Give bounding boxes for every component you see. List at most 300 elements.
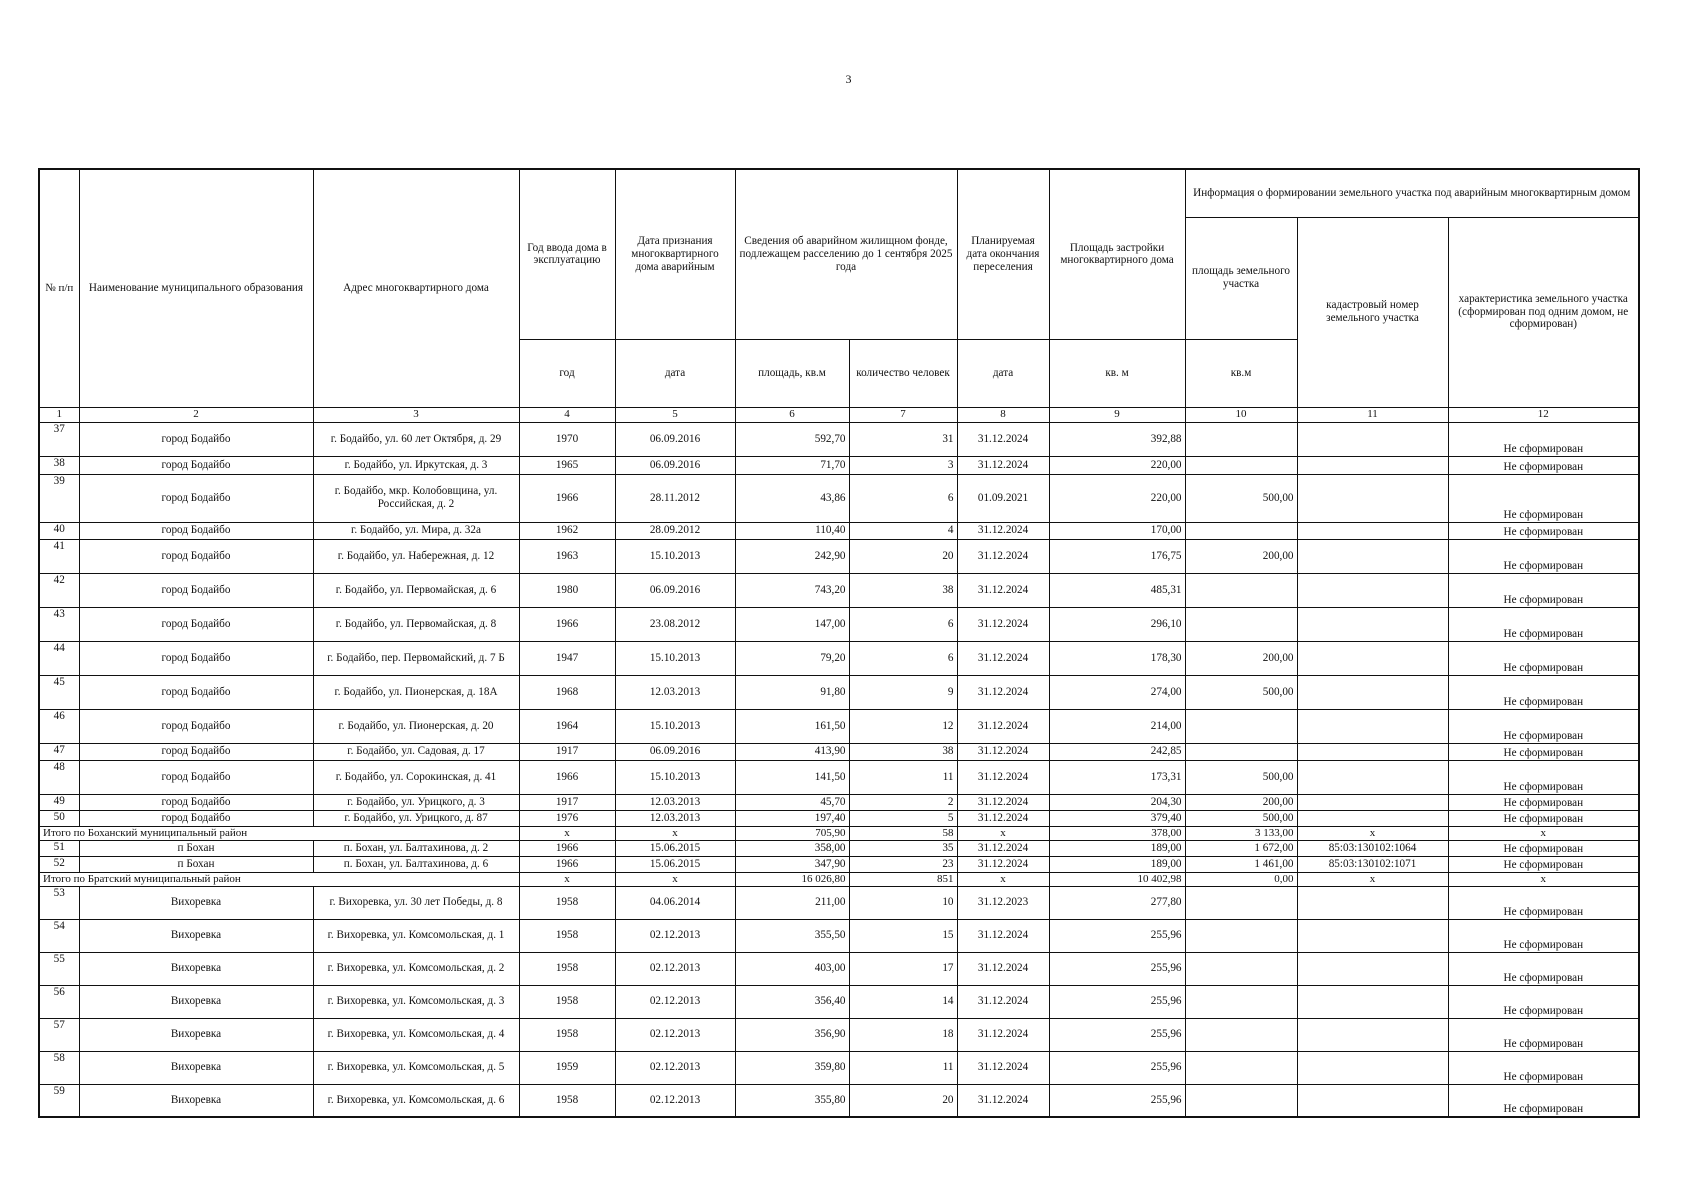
cadastral-cell: [1297, 573, 1448, 607]
land-area-cell: 500,00: [1185, 675, 1297, 709]
land-area-cell: [1185, 1051, 1297, 1084]
land-area-cell: 0,00: [1185, 872, 1297, 886]
cadastral-cell: [1297, 607, 1448, 641]
table-row: [39, 1084, 1639, 1117]
year-cell: 1962: [519, 522, 615, 539]
address-cell: г. Бодайбо, мкр. Колобовщина, ул. Российская, д. 2: [313, 474, 519, 522]
year-cell: 1980: [519, 573, 615, 607]
table-row: [39, 456, 1639, 474]
address-cell: г. Бодайбо, ул. Пионерская, д. 20: [313, 709, 519, 743]
building-area-cell: 220,00: [1049, 456, 1185, 474]
municipality-cell: город Бодайбо: [79, 675, 313, 709]
cadastral-cell: [1297, 1018, 1448, 1051]
total-row: [39, 872, 1639, 886]
cadastral-cell: 85:03:130102:1071: [1297, 856, 1448, 872]
col-number: 5: [615, 407, 735, 422]
row-number: 48: [39, 760, 79, 794]
year-cell: 1917: [519, 794, 615, 810]
land-char-cell: Не сформирован: [1448, 743, 1639, 760]
land-char-cell: х: [1448, 872, 1639, 886]
people-cell: 851: [849, 872, 957, 886]
date-cell: 28.11.2012: [615, 474, 735, 522]
planned-date-cell: 31.12.2024: [957, 641, 1049, 675]
planned-date-cell: 31.12.2024: [957, 919, 1049, 952]
table-row: [39, 810, 1639, 826]
land-char-cell: Не сформирован: [1448, 522, 1639, 539]
building-area-cell: 255,96: [1049, 1084, 1185, 1117]
address-cell: п. Бохан, ул. Балтахинова, д. 2: [313, 840, 519, 856]
col-number: 3: [313, 407, 519, 422]
table-row: [39, 794, 1639, 810]
land-area-cell: [1185, 1018, 1297, 1051]
row-number: 57: [39, 1018, 79, 1051]
year-cell: 1958: [519, 1018, 615, 1051]
land-area-cell: [1185, 573, 1297, 607]
land-char-cell: Не сформирован: [1448, 952, 1639, 985]
planned-date-cell: 31.12.2024: [957, 1051, 1049, 1084]
year-cell: 1958: [519, 1084, 615, 1117]
row-number: 46: [39, 709, 79, 743]
area-cell: 141,50: [735, 760, 849, 794]
date-cell: 06.09.2016: [615, 456, 735, 474]
area-cell: 147,00: [735, 607, 849, 641]
municipality-cell: город Бодайбо: [79, 456, 313, 474]
municipality-cell: Вихоревка: [79, 985, 313, 1018]
people-cell: 3: [849, 456, 957, 474]
cadastral-cell: [1297, 474, 1448, 522]
col-number: 4: [519, 407, 615, 422]
address-cell: г. Бодайбо, ул. Сорокинская, д. 41: [313, 760, 519, 794]
header-planned-date: Планируемая дата окончания переселения: [957, 169, 1049, 339]
municipality-cell: город Бодайбо: [79, 539, 313, 573]
date-cell: 02.12.2013: [615, 1018, 735, 1051]
building-area-cell: 242,85: [1049, 743, 1185, 760]
col-number: 7: [849, 407, 957, 422]
row-number: 59: [39, 1084, 79, 1117]
cadastral-cell: [1297, 1084, 1448, 1117]
area-cell: 197,40: [735, 810, 849, 826]
address-cell: г. Вихоревка, ул. Комсомольская, д. 1: [313, 919, 519, 952]
year-cell: 1917: [519, 743, 615, 760]
people-cell: 38: [849, 743, 957, 760]
cadastral-cell: [1297, 675, 1448, 709]
land-char-cell: Не сформирован: [1448, 760, 1639, 794]
cadastral-cell: [1297, 456, 1448, 474]
land-char-cell: Не сформирован: [1448, 856, 1639, 872]
total-label: Итого по Братский муниципальный район: [39, 872, 519, 886]
people-cell: 11: [849, 1051, 957, 1084]
people-cell: 58: [849, 826, 957, 840]
land-area-cell: [1185, 456, 1297, 474]
land-area-cell: [1185, 886, 1297, 919]
cadastral-cell: [1297, 760, 1448, 794]
date-cell: 02.12.2013: [615, 952, 735, 985]
table-row: [39, 675, 1639, 709]
address-cell: г. Бодайбо, ул. Иркутская, д. 3: [313, 456, 519, 474]
building-area-cell: 392,88: [1049, 422, 1185, 456]
building-area-cell: 176,75: [1049, 539, 1185, 573]
address-cell: г. Бодайбо, ул. Садовая, д. 17: [313, 743, 519, 760]
municipality-cell: город Бодайбо: [79, 760, 313, 794]
land-area-cell: [1185, 522, 1297, 539]
cadastral-cell: [1297, 522, 1448, 539]
planned-date-cell: 31.12.2024: [957, 760, 1049, 794]
land-area-cell: 200,00: [1185, 539, 1297, 573]
planned-date-cell: 31.12.2024: [957, 573, 1049, 607]
cadastral-cell: х: [1297, 872, 1448, 886]
date-cell: 15.06.2015: [615, 840, 735, 856]
table-row: [39, 474, 1639, 522]
cadastral-cell: [1297, 422, 1448, 456]
land-area-cell: [1185, 985, 1297, 1018]
municipality-cell: город Бодайбо: [79, 641, 313, 675]
col-number: 12: [1448, 407, 1639, 422]
table-row: [39, 709, 1639, 743]
land-char-cell: Не сформирован: [1448, 840, 1639, 856]
area-cell: 347,90: [735, 856, 849, 872]
address-cell: г. Бодайбо, ул. Набережная, д. 12: [313, 539, 519, 573]
row-number: 49: [39, 794, 79, 810]
area-cell: 705,90: [735, 826, 849, 840]
people-cell: 35: [849, 840, 957, 856]
people-cell: 6: [849, 474, 957, 522]
area-cell: 16 026,80: [735, 872, 849, 886]
table-row: [39, 952, 1639, 985]
people-cell: 18: [849, 1018, 957, 1051]
land-area-cell: 500,00: [1185, 474, 1297, 522]
area-cell: 91,80: [735, 675, 849, 709]
address-cell: г. Бодайбо, ул. Урицкого, д. 87: [313, 810, 519, 826]
header-land-char: характеристика земельного участка (сформирован под одним домом, не сформирован): [1448, 217, 1639, 407]
municipality-cell: город Бодайбо: [79, 573, 313, 607]
land-area-cell: 3 133,00: [1185, 826, 1297, 840]
land-char-cell: х: [1448, 826, 1639, 840]
header-building-area: Площадь застройки многоквартирного дома: [1049, 169, 1185, 339]
planned-date-cell: 31.12.2024: [957, 985, 1049, 1018]
row-number: 54: [39, 919, 79, 952]
planned-date-cell: 31.12.2024: [957, 794, 1049, 810]
municipality-cell: город Бодайбо: [79, 709, 313, 743]
land-area-cell: [1185, 709, 1297, 743]
unit-year: год: [519, 339, 615, 407]
people-cell: 20: [849, 539, 957, 573]
land-area-cell: [1185, 952, 1297, 985]
planned-date-cell: 31.12.2024: [957, 743, 1049, 760]
address-cell: п. Бохан, ул. Балтахинова, д. 6: [313, 856, 519, 872]
people-cell: 15: [849, 919, 957, 952]
row-number: 44: [39, 641, 79, 675]
year-cell: 1976: [519, 810, 615, 826]
date-cell: 15.06.2015: [615, 856, 735, 872]
land-char-cell: Не сформирован: [1448, 985, 1639, 1018]
planned-date-cell: 31.12.2024: [957, 675, 1049, 709]
cadastral-cell: [1297, 743, 1448, 760]
area-cell: 356,90: [735, 1018, 849, 1051]
table-row: [39, 985, 1639, 1018]
building-area-cell: 10 402,98: [1049, 872, 1185, 886]
date-cell: 02.12.2013: [615, 919, 735, 952]
date-cell: 15.10.2013: [615, 709, 735, 743]
planned-date-cell: 31.12.2024: [957, 810, 1049, 826]
row-number: 47: [39, 743, 79, 760]
unit-people: количество человек: [849, 339, 957, 407]
planned-date-cell: 31.12.2024: [957, 607, 1049, 641]
land-char-cell: Не сформирован: [1448, 474, 1639, 522]
people-cell: 38: [849, 573, 957, 607]
address-cell: г. Вихоревка, ул. 30 лет Победы, д. 8: [313, 886, 519, 919]
area-cell: 211,00: [735, 886, 849, 919]
row-number: 43: [39, 607, 79, 641]
building-area-cell: 170,00: [1049, 522, 1185, 539]
planned-date-cell: 31.12.2024: [957, 522, 1049, 539]
table-row: [39, 1051, 1639, 1084]
land-area-cell: [1185, 1084, 1297, 1117]
row-number: 40: [39, 522, 79, 539]
area-cell: 43,86: [735, 474, 849, 522]
land-char-cell: Не сформирован: [1448, 1051, 1639, 1084]
area-cell: 110,40: [735, 522, 849, 539]
header-address: Адрес многоквартирного дома: [313, 169, 519, 407]
year-cell: 1966: [519, 856, 615, 872]
municipality-cell: город Бодайбо: [79, 743, 313, 760]
row-number: 41: [39, 539, 79, 573]
land-char-cell: Не сформирован: [1448, 1084, 1639, 1117]
header-emergency-info: Сведения об аварийном жилищном фонде, подлежащем расселению до 1 сентября 2025 года: [735, 169, 957, 339]
row-number: 55: [39, 952, 79, 985]
planned-date-cell: х: [957, 826, 1049, 840]
building-area-cell: 178,30: [1049, 641, 1185, 675]
land-char-cell: Не сформирован: [1448, 641, 1639, 675]
people-cell: 10: [849, 886, 957, 919]
municipality-cell: Вихоревка: [79, 1051, 313, 1084]
land-char-cell: Не сформирован: [1448, 709, 1639, 743]
planned-date-cell: 31.12.2024: [957, 952, 1049, 985]
table-row: [39, 607, 1639, 641]
col-number: 9: [1049, 407, 1185, 422]
area-cell: 79,20: [735, 641, 849, 675]
land-area-cell: 1 461,00: [1185, 856, 1297, 872]
address-cell: г. Вихоревка, ул. Комсомольская, д. 6: [313, 1084, 519, 1117]
table-row: [39, 886, 1639, 919]
table-row: [39, 919, 1639, 952]
planned-date-cell: 01.09.2021: [957, 474, 1049, 522]
table-row: [39, 856, 1639, 872]
cadastral-cell: [1297, 709, 1448, 743]
table-body: [39, 422, 1639, 1117]
col-number: 10: [1185, 407, 1297, 422]
people-cell: 17: [849, 952, 957, 985]
page-number: 3: [845, 72, 852, 86]
municipality-cell: Вихоревка: [79, 1084, 313, 1117]
building-area-cell: 173,31: [1049, 760, 1185, 794]
year-cell: 1966: [519, 840, 615, 856]
row-number: 53: [39, 886, 79, 919]
year-cell: 1958: [519, 952, 615, 985]
date-cell: 15.10.2013: [615, 641, 735, 675]
table-row: [39, 1018, 1639, 1051]
cadastral-cell: [1297, 641, 1448, 675]
municipality-cell: город Бодайбо: [79, 607, 313, 641]
row-number: 37: [39, 422, 79, 456]
date-cell: х: [615, 872, 735, 886]
building-area-cell: 485,31: [1049, 573, 1185, 607]
row-number: 50: [39, 810, 79, 826]
address-cell: г. Вихоревка, ул. Комсомольская, д. 5: [313, 1051, 519, 1084]
total-row: [39, 826, 1639, 840]
area-cell: 161,50: [735, 709, 849, 743]
row-number: 58: [39, 1051, 79, 1084]
cadastral-cell: х: [1297, 826, 1448, 840]
building-area-cell: 274,00: [1049, 675, 1185, 709]
year-cell: 1966: [519, 760, 615, 794]
table-row: [39, 743, 1639, 760]
address-cell: г. Бодайбо, ул. Первомайская, д. 6: [313, 573, 519, 607]
municipality-cell: Вихоревка: [79, 1018, 313, 1051]
building-area-cell: 296,10: [1049, 607, 1185, 641]
table-row: [39, 522, 1639, 539]
land-area-cell: 200,00: [1185, 641, 1297, 675]
year-cell: 1964: [519, 709, 615, 743]
header-land-info: Информация о формировании земельного участка под аварийным многоквартирным домом: [1185, 169, 1639, 217]
row-number: 39: [39, 474, 79, 522]
land-area-cell: [1185, 743, 1297, 760]
municipality-cell: Вихоревка: [79, 886, 313, 919]
building-area-cell: 255,96: [1049, 919, 1185, 952]
year-cell: 1958: [519, 919, 615, 952]
building-area-cell: 255,96: [1049, 985, 1185, 1018]
table-row: [39, 840, 1639, 856]
header-date-emergency: Дата признания многоквартирного дома аварийным: [615, 169, 735, 339]
people-cell: 12: [849, 709, 957, 743]
land-area-cell: 1 672,00: [1185, 840, 1297, 856]
land-area-cell: 500,00: [1185, 810, 1297, 826]
date-cell: 12.03.2013: [615, 794, 735, 810]
address-cell: г. Бодайбо, ул. Мира, д. 32а: [313, 522, 519, 539]
people-cell: 6: [849, 641, 957, 675]
row-number: 51: [39, 840, 79, 856]
building-area-cell: 277,80: [1049, 886, 1185, 919]
cadastral-cell: [1297, 1051, 1448, 1084]
header-year-built: Год ввода дома в эксплуатацию: [519, 169, 615, 339]
year-cell: 1965: [519, 456, 615, 474]
address-cell: г. Вихоревка, ул. Комсомольская, д. 4: [313, 1018, 519, 1051]
year-cell: 1958: [519, 886, 615, 919]
area-cell: 359,80: [735, 1051, 849, 1084]
table-row: [39, 539, 1639, 573]
municipality-cell: город Бодайбо: [79, 422, 313, 456]
column-numbers-row: [39, 407, 1639, 422]
cadastral-cell: [1297, 985, 1448, 1018]
planned-date-cell: 31.12.2023: [957, 886, 1049, 919]
unit-date2: дата: [957, 339, 1049, 407]
area-cell: 45,70: [735, 794, 849, 810]
year-cell: 1958: [519, 985, 615, 1018]
people-cell: 23: [849, 856, 957, 872]
area-cell: 358,00: [735, 840, 849, 856]
planned-date-cell: 31.12.2024: [957, 856, 1049, 872]
people-cell: 9: [849, 675, 957, 709]
date-cell: 02.12.2013: [615, 985, 735, 1018]
building-area-cell: 255,96: [1049, 952, 1185, 985]
cadastral-cell: [1297, 886, 1448, 919]
building-area-cell: 220,00: [1049, 474, 1185, 522]
address-cell: г. Бодайбо, ул. Урицкого, д. 3: [313, 794, 519, 810]
building-area-cell: 379,40: [1049, 810, 1185, 826]
building-area-cell: 255,96: [1049, 1018, 1185, 1051]
people-cell: 14: [849, 985, 957, 1018]
people-cell: 2: [849, 794, 957, 810]
building-area-cell: 214,00: [1049, 709, 1185, 743]
planned-date-cell: х: [957, 872, 1049, 886]
row-number: 52: [39, 856, 79, 872]
header-municipality: Наименование муниципального образования: [79, 169, 313, 407]
table-row: [39, 641, 1639, 675]
date-cell: 04.06.2014: [615, 886, 735, 919]
people-cell: 6: [849, 607, 957, 641]
building-area-cell: 189,00: [1049, 840, 1185, 856]
area-cell: 355,50: [735, 919, 849, 952]
year-cell: х: [519, 872, 615, 886]
header-no: № п/п: [39, 169, 79, 407]
land-area-cell: 200,00: [1185, 794, 1297, 810]
date-cell: 15.10.2013: [615, 539, 735, 573]
land-char-cell: Не сформирован: [1448, 607, 1639, 641]
building-area-cell: 204,30: [1049, 794, 1185, 810]
year-cell: 1970: [519, 422, 615, 456]
cadastral-cell: [1297, 794, 1448, 810]
year-cell: 1947: [519, 641, 615, 675]
area-cell: 71,70: [735, 456, 849, 474]
area-cell: 356,40: [735, 985, 849, 1018]
year-cell: 1963: [519, 539, 615, 573]
area-cell: 413,90: [735, 743, 849, 760]
area-cell: 743,20: [735, 573, 849, 607]
people-cell: 20: [849, 1084, 957, 1117]
year-cell: 1966: [519, 607, 615, 641]
municipality-cell: Вихоревка: [79, 919, 313, 952]
area-cell: 592,70: [735, 422, 849, 456]
municipality-cell: город Бодайбо: [79, 810, 313, 826]
row-number: 42: [39, 573, 79, 607]
area-cell: 242,90: [735, 539, 849, 573]
land-area-cell: 500,00: [1185, 760, 1297, 794]
unit-area: площадь, кв.м: [735, 339, 849, 407]
row-number: 45: [39, 675, 79, 709]
table-row: [39, 573, 1639, 607]
year-cell: 1966: [519, 474, 615, 522]
emergency-housing-table: [38, 168, 1640, 1118]
col-number: 1: [39, 407, 79, 422]
land-char-cell: Не сформирован: [1448, 539, 1639, 573]
year-cell: 1968: [519, 675, 615, 709]
people-cell: 4: [849, 522, 957, 539]
date-cell: 15.10.2013: [615, 760, 735, 794]
municipality-cell: город Бодайбо: [79, 794, 313, 810]
land-area-cell: [1185, 919, 1297, 952]
planned-date-cell: 31.12.2024: [957, 1084, 1049, 1117]
area-cell: 403,00: [735, 952, 849, 985]
land-char-cell: Не сформирован: [1448, 810, 1639, 826]
date-cell: 12.03.2013: [615, 675, 735, 709]
cadastral-cell: [1297, 919, 1448, 952]
planned-date-cell: 31.12.2024: [957, 422, 1049, 456]
cadastral-cell: [1297, 539, 1448, 573]
area-cell: 355,80: [735, 1084, 849, 1117]
date-cell: 12.03.2013: [615, 810, 735, 826]
col-number: 6: [735, 407, 849, 422]
municipality-cell: город Бодайбо: [79, 522, 313, 539]
land-area-cell: [1185, 422, 1297, 456]
